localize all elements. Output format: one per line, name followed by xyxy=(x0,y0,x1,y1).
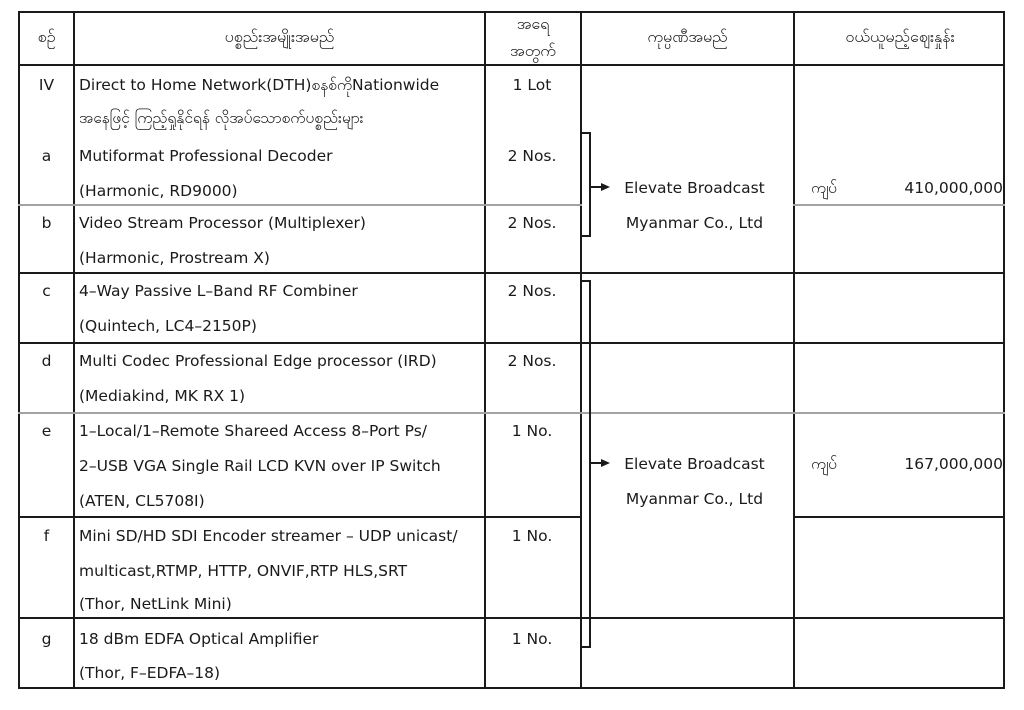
grid-vline-qty-company xyxy=(580,11,582,689)
row-qty: 2 Nos. xyxy=(507,214,557,232)
row-qty: 2 Nos. xyxy=(507,282,557,300)
row-item-line: (Mediakind, MK RX 1) xyxy=(79,387,246,405)
header-price: ဝယ်ယူမည့်ဈေးနှုန်း xyxy=(845,27,955,46)
row-item-line: (Harmonic, RD9000) xyxy=(79,182,238,200)
row-item-line: 2–USB VGA Single Rail LCD KVN over IP Switch xyxy=(79,457,441,475)
row-no: b xyxy=(41,214,52,232)
company-name-line2: Myanmar Co., Ltd xyxy=(625,214,764,232)
grid-hline-e-f-left xyxy=(18,516,582,518)
row-item-line: Video Stream Processor (Multiplexer) xyxy=(79,214,366,232)
header-qty-line1: အရေ xyxy=(516,14,550,33)
row-no: f xyxy=(43,527,50,545)
row-no: g xyxy=(41,630,52,648)
header-no: စဉ် xyxy=(37,27,56,46)
row-item-line: (Harmonic, Prostream X) xyxy=(79,249,270,267)
row-qty: 1 No. xyxy=(511,422,553,440)
row-item-line: (Thor, NetLink Mini) xyxy=(79,595,232,613)
row-item-line: Multi Codec Professional Edge processor (IRD) xyxy=(79,352,437,370)
row-item-line: 18 dBm EDFA Optical Amplifier xyxy=(79,630,319,648)
company-name-line2: Myanmar Co., Ltd xyxy=(625,490,764,508)
price-currency: ကျပ် xyxy=(811,455,837,473)
row-qty: 1 No. xyxy=(511,527,553,545)
row-item-line: 4–Way Passive L–Band RF Combiner xyxy=(79,282,358,300)
price-amount: 167,000,000 xyxy=(904,455,1003,473)
grid-hline-a-b-left xyxy=(18,204,582,206)
grid-hline-f-g xyxy=(18,617,1005,619)
row-no: a xyxy=(41,147,52,165)
row-qty: 2 Nos. xyxy=(507,352,557,370)
row-item-line: (Thor, F–EDFA–18) xyxy=(79,664,221,682)
row-item-line: multicast,RTMP, HTTP, ONVIF,RTP HLS,SRT xyxy=(79,562,408,580)
row-item-line: (ATEN, CL5708I) xyxy=(79,492,205,510)
row-item-line: Mutiformat Professional Decoder xyxy=(79,147,333,165)
row-qty: 2 Nos. xyxy=(507,147,557,165)
company-name-line1: Elevate Broadcast xyxy=(624,179,765,197)
row-qty: 1 Lot xyxy=(512,76,552,94)
grid-hline-header xyxy=(18,64,1005,66)
price-currency: ကျပ် xyxy=(811,179,837,197)
row-no: c xyxy=(42,282,51,300)
row-item-line: Direct to Home Network(DTH)စနစ်ကိုNationwide xyxy=(79,76,440,94)
price-amount: 410,000,000 xyxy=(904,179,1003,197)
row-no: e xyxy=(41,422,52,440)
company-name-line1: Elevate Broadcast xyxy=(624,455,765,473)
row-qty: 1 No. xyxy=(511,630,553,648)
row-item-line: အနေဖြင့် ကြည့်ရှုနိုင်ရန် လိုအပ်သောစက်ပစ္စည်းများ xyxy=(79,109,364,127)
row-no: d xyxy=(41,352,52,370)
grid-hline-a-b-price xyxy=(793,204,1005,206)
grid-hline-b-c xyxy=(18,272,1005,274)
row-item-line: (Quintech, LC4–2150P) xyxy=(79,317,257,335)
header-company: ကုမ္ပဏီအမည် xyxy=(647,27,728,46)
grid-hline-d-e xyxy=(18,412,1005,414)
grid-vline-company-price xyxy=(793,11,795,689)
row-no: IV xyxy=(38,76,55,94)
header-item: ပစ္စည်းအမျိုးအမည် xyxy=(224,27,335,46)
row-item-line: Mini SD/HD SDI Encoder streamer – UDP unicast/ xyxy=(79,527,458,545)
grid-hline-c-d xyxy=(18,342,1005,344)
grid-hline-e-f-price xyxy=(793,516,1005,518)
row-item-line: 1–Local/1–Remote Shareed Access 8–Port Ps/ xyxy=(79,422,428,440)
header-qty-line2: အတွက် xyxy=(510,41,556,60)
